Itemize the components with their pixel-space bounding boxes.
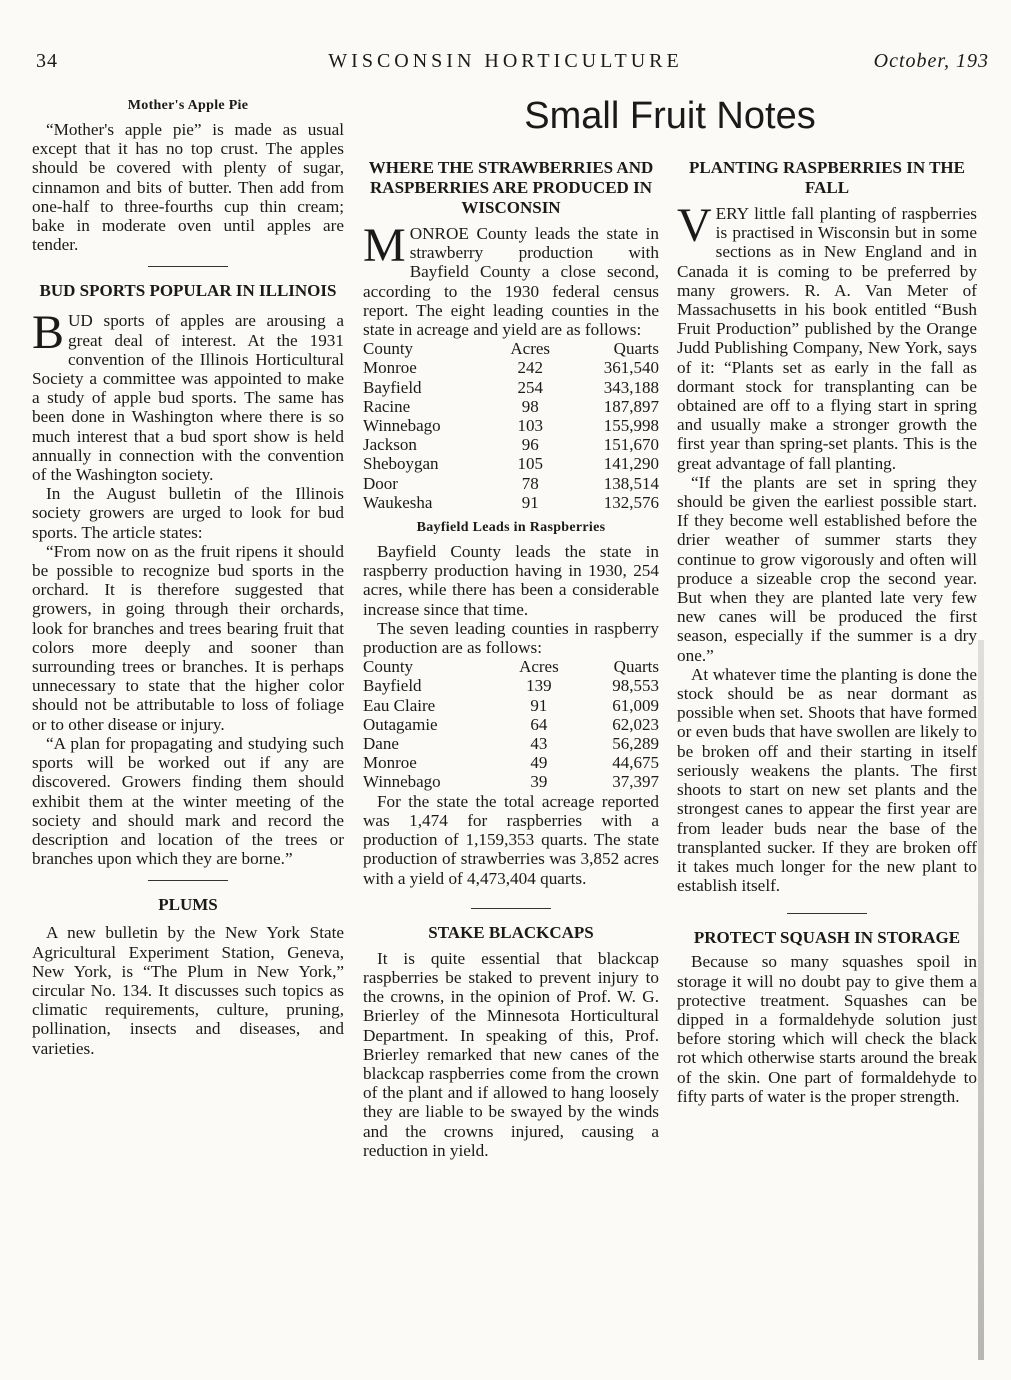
table-header-row: County Acres Quarts [363,339,659,359]
apple-pie-heading: Mother's Apple Pie [127,98,249,113]
planting-p1: VERY little fall planting of raspberries is practised in Wisconsin but in some sections as in New England and in Canada it is coming to be preferred by many growers. R. A. Van Meter of Massachusetts in his book entitled “Bush Fruit Production” published by the Orange Judd Publishing Company, New York, says of it: “Plants set as early in the fall as dormant stock for transplanting can be obtained are off to a flying start in spring and usually make a stronger growth the first year than spring-set plants. This is the great advantage of fall planting. [677,199,977,473]
table-row: Winnebago 103 155,998 [363,416,659,436]
table-header-row: County Acres Quarts [363,657,659,677]
bud-sports-p2: In the August bulletin of the Illinois society growers are urged to look for bud sports. The article states: [32,484,344,542]
bud-sports-p3: “From now on as the fruit ripens it should be possible to recognize bud sports in the orchard. It is therefore suggested that growers, in going through their orchards, look for branches and trees bearing fruit that colors more deeply and sooner than surrounding trees or branches. It is perhaps unnecessary to state that the higher color should not be attributable to loss of foliage or to other disease or injury. [32,541,344,734]
page-number: 34 [36,50,58,72]
table-row: Jackson 96 151,670 [363,435,659,455]
stake-heading: STAKE BLACKCAPS [428,922,594,942]
drop-cap: M [363,219,406,272]
divider [787,913,867,914]
stake-text: It is quite essential that blackcap raspberries be staked to prevent injury to the crowns, in the opinion of Prof. W. G. Brierley of the Minnesota Horticultural Department. In speaking of this, Prof. Brierley remarked that new canes of the blackcap raspberries come from the crown of the plant and if allowed to hang loosely they are liable to be swayed by the winds and the crowns injured, causing a reduction in yield. [363,948,659,1160]
where-p4: For the state the total acreage reported was 1,474 for raspberries with a production of 1,159,353 quarts. The state production of strawberries was 3,852 acres with a yield of 4,473,404 quarts. [363,791,659,888]
bud-sports-p1: BUD sports of apples are arousing a great deal of interest. At the 1931 convention of the Illinois Horticultural Society a committee was appointed to make a study of apple bud sports. The same has been done in Washington where there is so much interest that a bud sport show is held annually in connection with the convention of the Washington society. [32,306,344,485]
where-heading: WHERE THE STRAWBERRIES AND RASPBERRIES ARE PRODUCED IN WISCONSIN [368,158,654,217]
table-row: Monroe 49 44,675 [363,753,659,773]
table-row: Waukesha 91 132,576 [363,492,659,512]
table-row: Eau Claire 91 61,009 [363,695,659,715]
column-middle [363,158,659,1160]
table-row: Dane 43 56,289 [363,734,659,754]
planting-p2: “If the plants are set in spring they should be given the earliest possible start. If they become well established before the drier weather of summer starts they continue to grow vigorously and often will produce a sizeable crop the second year. But when they are planted late very few new canes will be produced the first season, especially if the summer is a dry one.” [677,472,977,665]
planting-p3: At whatever time the planting is done the stock should be as near dormant as possible when set. Shoots that have formed or even buds that have swollen are likely to be broken off and their starting in itself seriously weakens the plants. The first shoots to start on new set plants and the strongest canes to appear the first year are from leader buds near the base of the transplanted sucker. If they are broken off it takes much longer for the new plant to establish itself. [677,664,977,896]
divider [148,266,228,267]
bud-sports-heading: BUD SPORTS POPULAR IN ILLINOIS [39,281,337,301]
where-p2: Bayfield County leads the state in raspberry production having in 1930, 254 acres, while there has been a considerable increase since that time. [363,542,659,619]
page-header [0,50,1011,80]
table-row: Bayfield 139 98,553 [363,676,659,696]
table-row: Sheboygan 105 141,290 [363,454,659,474]
table-row: Winnebago 39 37,397 [363,772,659,792]
bud-sports-p4: “A plan for propagating and studying such sports will be worked out if any are discovered. Growers finding them should exhibit them at the winter meeting of the society and should mark and record the description and location of the trees or branches upon which they are borne.” [32,733,344,869]
strawberry-table [363,339,659,512]
plums-text: A new bulletin by the New York State Agricultural Experiment Station, Geneva, New York, is “The Plum in New York,” circular No. 134. It discusses such topics as climatic requirements, culture, pruning, pollination, insects and diseases, and varieties. [32,923,344,1058]
page-edge-shadow [978,640,984,1360]
table-row: Door 78 138,514 [363,473,659,493]
column-right [677,158,977,1106]
raspberry-table [363,657,659,791]
raspberries-subhead: Bayfield Leads in Raspberries [416,520,606,536]
divider [471,908,551,909]
divider [148,880,228,881]
squash-heading: PROTECT SQUASH IN STORAGE [693,928,961,948]
plums-heading: PLUMS [158,895,218,915]
column-left [32,94,344,1058]
planting-heading: PLANTING RASPBERRIES IN THE FALL [688,158,965,197]
table-row: Bayfield 254 343,188 [363,377,659,397]
where-p1: MONROE County leads the state in strawberry production with Bayfield County a close second, according to the 1930 federal census report. The eight leading counties in the state in acreage and yield are as follows: [363,219,659,340]
squash-text: Because so many squashes spoil in storage it will no doubt pay to give them a protective treatment. Squashes can be dipped in a formaldehyde solution just before storing which will check the black rot which otherwise starts around the break of the skin. One part of formaldehyde to fifty parts of water is the proper strength. [677,952,977,1106]
drop-cap: B [32,306,65,360]
publication-title: WISCONSIN HORTICULTURE [328,50,683,72]
issue-date: October, 193 [873,50,989,72]
table-row: Monroe 242 361,540 [363,358,659,378]
drop-cap: V [677,199,712,252]
table-row: Outagamie 64 62,023 [363,714,659,734]
section-title: Small Fruit Notes [524,95,816,137]
table-row: Racine 98 187,897 [363,396,659,416]
where-p3: The seven leading counties in raspberry production are as follows: [363,618,659,658]
apple-pie-text: “Mother's apple pie” is made as usual except that it has no top crust. The apples should be covered with plenty of sugar, cinnamon and bits of butter. Then add from one-half to three-fourths cup thin cream; bake in moderate oven until apples are tender. [32,120,344,255]
